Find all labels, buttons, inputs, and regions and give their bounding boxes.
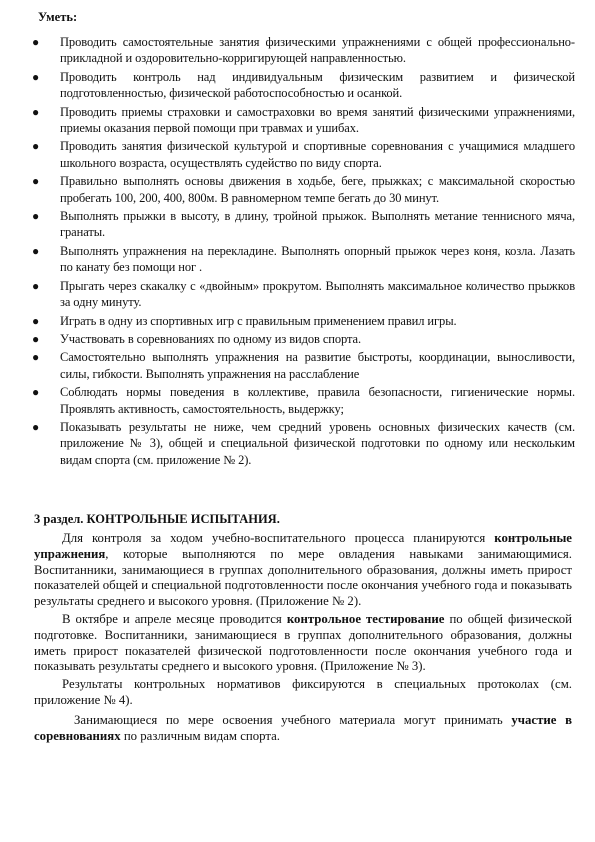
section-control-tests (34, 512, 572, 744)
list-item-text: Участвовать в соревнованиях по одному из видов спорта. (60, 331, 362, 346)
list-item (30, 384, 575, 417)
bullet-icon: ● (32, 419, 40, 434)
list-item-text: Выполнять прыжки в высоту, в длину, тройной прыжок. Выполнять метание теннисного мяча, гранаты. (60, 209, 575, 240)
list-item (30, 313, 575, 329)
list-item (30, 104, 575, 137)
list-item (30, 138, 575, 171)
paragraph-text: В октябре и апреле месяце проводится (62, 611, 287, 626)
list-item-text: Выполнять упражнения на перекладине. Выполнять опорный прыжок через коня, козла. Лазать по канату без помощи ног . (60, 243, 575, 275)
list-item-text: Играть в одну из спортивных игр с правильным применением правил игры. (60, 313, 457, 328)
section-title: 3 раздел. КОНТРОЛЬНЫЕ ИСПЫТАНИЯ. (34, 512, 280, 526)
list-item-text: Проводить контроль над индивидуальным физическим развитием и физической подготовленностью, физической работоспособностью и осанкой. (60, 69, 575, 101)
skills-heading: Уметь: (38, 10, 78, 24)
bullet-icon: ● (32, 385, 40, 400)
list-item (30, 208, 575, 241)
list-item (30, 349, 575, 382)
list-item (30, 173, 575, 206)
list-item (30, 278, 575, 311)
list-item-text: Прыгать через скакалку с «двойным» прокрутом. Выполнять максимальное количество прыжков за одну минуту. (60, 278, 575, 310)
bold-term: контрольные упражнения (34, 531, 572, 561)
paragraph-control-testing (34, 612, 572, 675)
paragraph-text: , которые выполняются по мере овладения навыками занимающимися. Воспитанники, занимающиеся в группах дополнительного образования, должны иметь прирост показателей общей и специальной подготовленности после окончания учебного года и показывать результаты среднего и высокого уровня. (Приложение № 2). (34, 546, 572, 609)
paragraph-text: по общей физической подготовке. Воспитанники, занимающиеся в группах дополнительного образования, должны иметь прирост показателей физической подготовленности после окончания учебного года и показывать результаты среднего и высокого уровня. (Приложение № 3). (34, 611, 572, 674)
list-item (30, 331, 575, 347)
skills-list (30, 34, 575, 470)
paragraph-text: Для контроля за ходом учебно-воспитательного процесса планируются (62, 531, 495, 545)
list-item-text: Самостоятельно выполнять упражнения на развитие быстроты, координации, выносливости, силы, гибкости. Выполнять упражнения на расслабление (60, 350, 575, 381)
list-item-text: Правильно выполнять основы движения в ходьбе, беге, прыжках; с максимальной скоростью пробегать 100, 200, 400, 800м. В равномерном темпе бегать до 30 минут. (60, 174, 575, 205)
paragraph-text: Занимающиеся по мере освоения учебного материала могут принимать (74, 712, 512, 727)
bullet-icon: ● (32, 331, 40, 346)
list-item-text: Соблюдать нормы поведения в коллективе, правила безопасности, гигиенические нормы. Проявлять активность, самостоятельность, выдержку; (60, 385, 575, 416)
list-item (30, 243, 575, 276)
bullet-icon: ● (32, 209, 40, 224)
bold-term: участие в соревнованиях (34, 712, 572, 743)
bullet-icon: ● (32, 69, 40, 84)
list-item (30, 419, 575, 468)
list-item-text: Проводить приемы страховки и самостраховки во время занятий физическими упражнениями, приемы оказания первой помощи при травмах и ушибах. (60, 104, 575, 136)
bullet-icon: ● (32, 139, 40, 154)
bullet-icon: ● (32, 278, 40, 293)
list-item-text: Проводить занятия физической культурой и спортивные соревнования с учащимися младшего школьного возраста, осуществлять судейство по виду спорта. (60, 139, 575, 170)
bullet-icon: ● (32, 243, 40, 258)
paragraph-results: Результаты контрольных нормативов фиксируются в специальных протоколах (см. приложение № 4). (34, 677, 572, 707)
list-item (30, 34, 575, 67)
bold-term: контрольное тестирование (286, 611, 445, 626)
paragraph-competitions (34, 713, 572, 745)
bullet-icon: ● (32, 35, 40, 49)
bullet-icon: ● (32, 350, 40, 365)
bullet-icon: ● (32, 174, 40, 189)
bullet-icon: ● (32, 313, 40, 328)
list-item-text: Показывать результаты не ниже, чем средний уровень основных физических качеств (см. приложение № 3), общей и специальной физической подготовки по одному или нескольким видам спорта (см. приложение № 2). (60, 419, 575, 467)
paragraph-text: по различным видам спорта. (120, 728, 280, 743)
list-item-text: Проводить самостоятельные занятия физическими упражнениями с общей профессионально-прикладной и оздоровительно-корригирующей направленностью. (60, 35, 575, 66)
bullet-icon: ● (32, 104, 40, 119)
list-item (30, 69, 575, 102)
paragraph-control-exercises (34, 531, 572, 610)
